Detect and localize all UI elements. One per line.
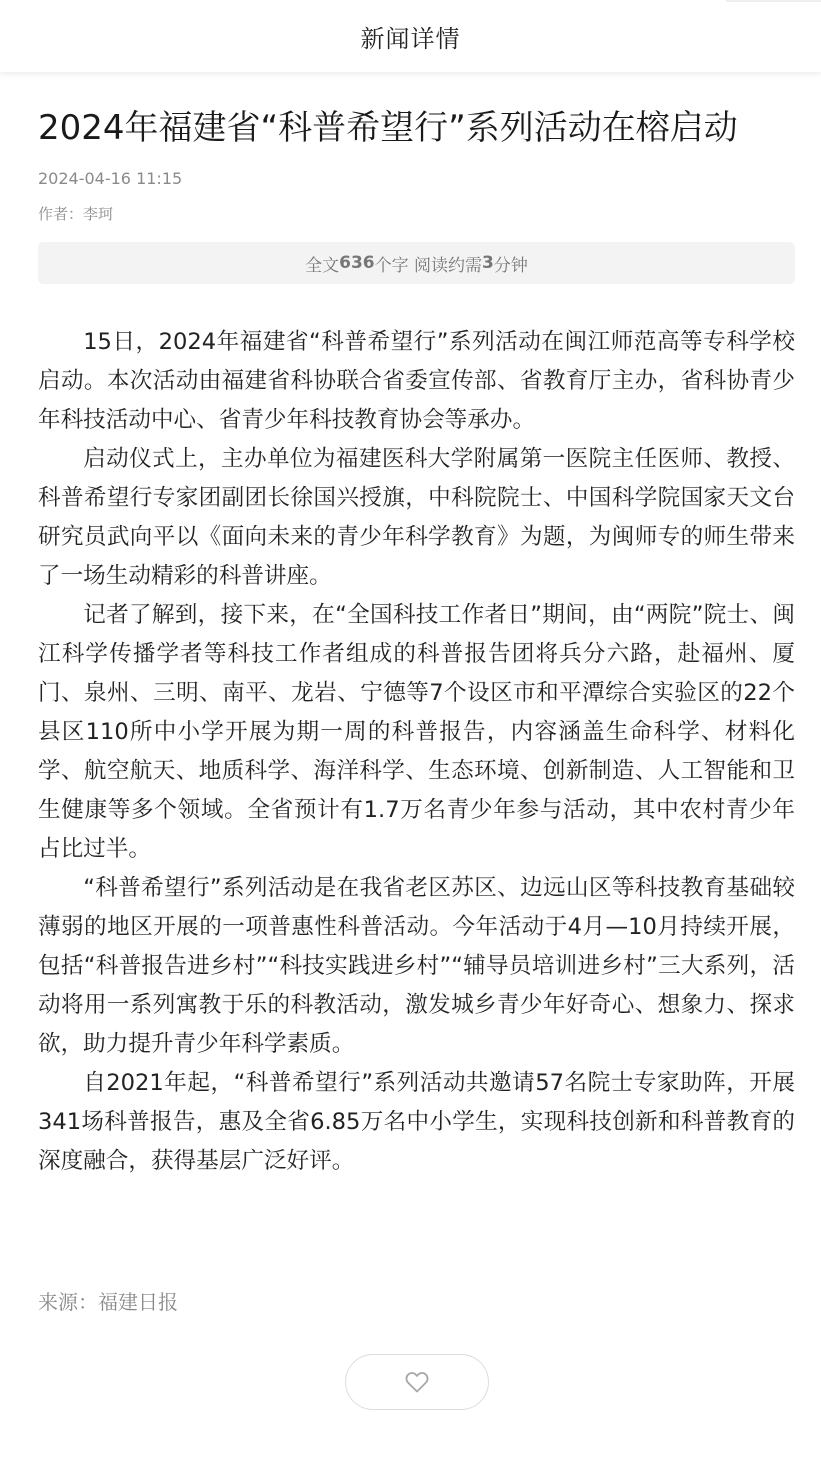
article-paragraph: 记者了解到，接下来，在“全国科技工作者日”期间，由“两院”院士、闽江科学传播学者等科技工作者组成的科普报告团将兵分六路，赴福州、厦门、泉州、三明、南平、龙岩、宁德等7个设区市和平潭综合实验区的22个县区110所中小学开展为期一周的科普报告，内容涵盖生命科学、材料化学、航空航天、地质科学、海洋科学、生态环境、创新制造、人工智能和卫生健康等多个领域。全省预计有1.7万名青少年参与活动，其中农村青少年占比过半。 [38,602,795,862]
reading-char-count: 636 [339,253,375,273]
reading-prefix: 全文 [305,255,340,276]
article-source: 来源：福建日报 [38,1290,178,1314]
page-header-title: 新闻详情 [360,24,461,53]
reading-middle: 个字 阅读约需 [374,255,483,276]
article-paragraph: 自2021年起，“科普希望行”系列活动共邀请57名院士专家助阵，开展341场科普报告，惠及全省6.85万名中小学生，实现科技创新和科普教育的深度融合，获得基层广泛好评。 [38,1070,795,1174]
article-paragraph: 15日，2024年福建省“科普希望行”系列活动在闽江师范高等专科学校启动。本次活动由福建省科协联合省委宣传部、省教育厅主办，省科协青少年科技活动中心、省青少年科技教育协会等承办。 [38,329,795,433]
article-title: 2024年福建省“科普希望行”系列活动在榕启动 [38,108,738,148]
like-button[interactable] [345,1354,489,1410]
article-paragraph: “科普希望行”系列活动是在我省老区苏区、边远山区等科技教育基础较薄弱的地区开展的一项普惠性科普活动。今年活动于4月—10月持续开展，包括“科普报告进乡村”“科技实践进乡村”“辅导员培训进乡村”三大系列，活动将用一系列寓教于乐的科教活动，激发城乡青少年好奇心、想象力、探求欲，助力提升青少年科学素质。 [38,875,795,1057]
reading-minutes: 3 [482,253,494,273]
top-navigation-bar [0,0,821,72]
header-edge-divider [726,0,821,2]
article-body [38,323,795,1181]
reading-info-box [38,242,795,284]
article-paragraph: 启动仪式上，主办单位为福建医科大学附属第一医院主任医师、教授、科普希望行专家团副团长徐国兴授旗，中科院院士、中国科学院国家天文台研究员武向平以《面向未来的青少年科学教育》为题，为闽师专的师生带来了一场生动精彩的科普讲座。 [38,446,795,589]
reading-suffix: 分钟 [493,255,528,276]
publish-time: 2024-04-16 11:15 [38,169,183,188]
author-line: 作者：李珂 [38,205,114,223]
heart-outline-icon [405,1371,429,1393]
